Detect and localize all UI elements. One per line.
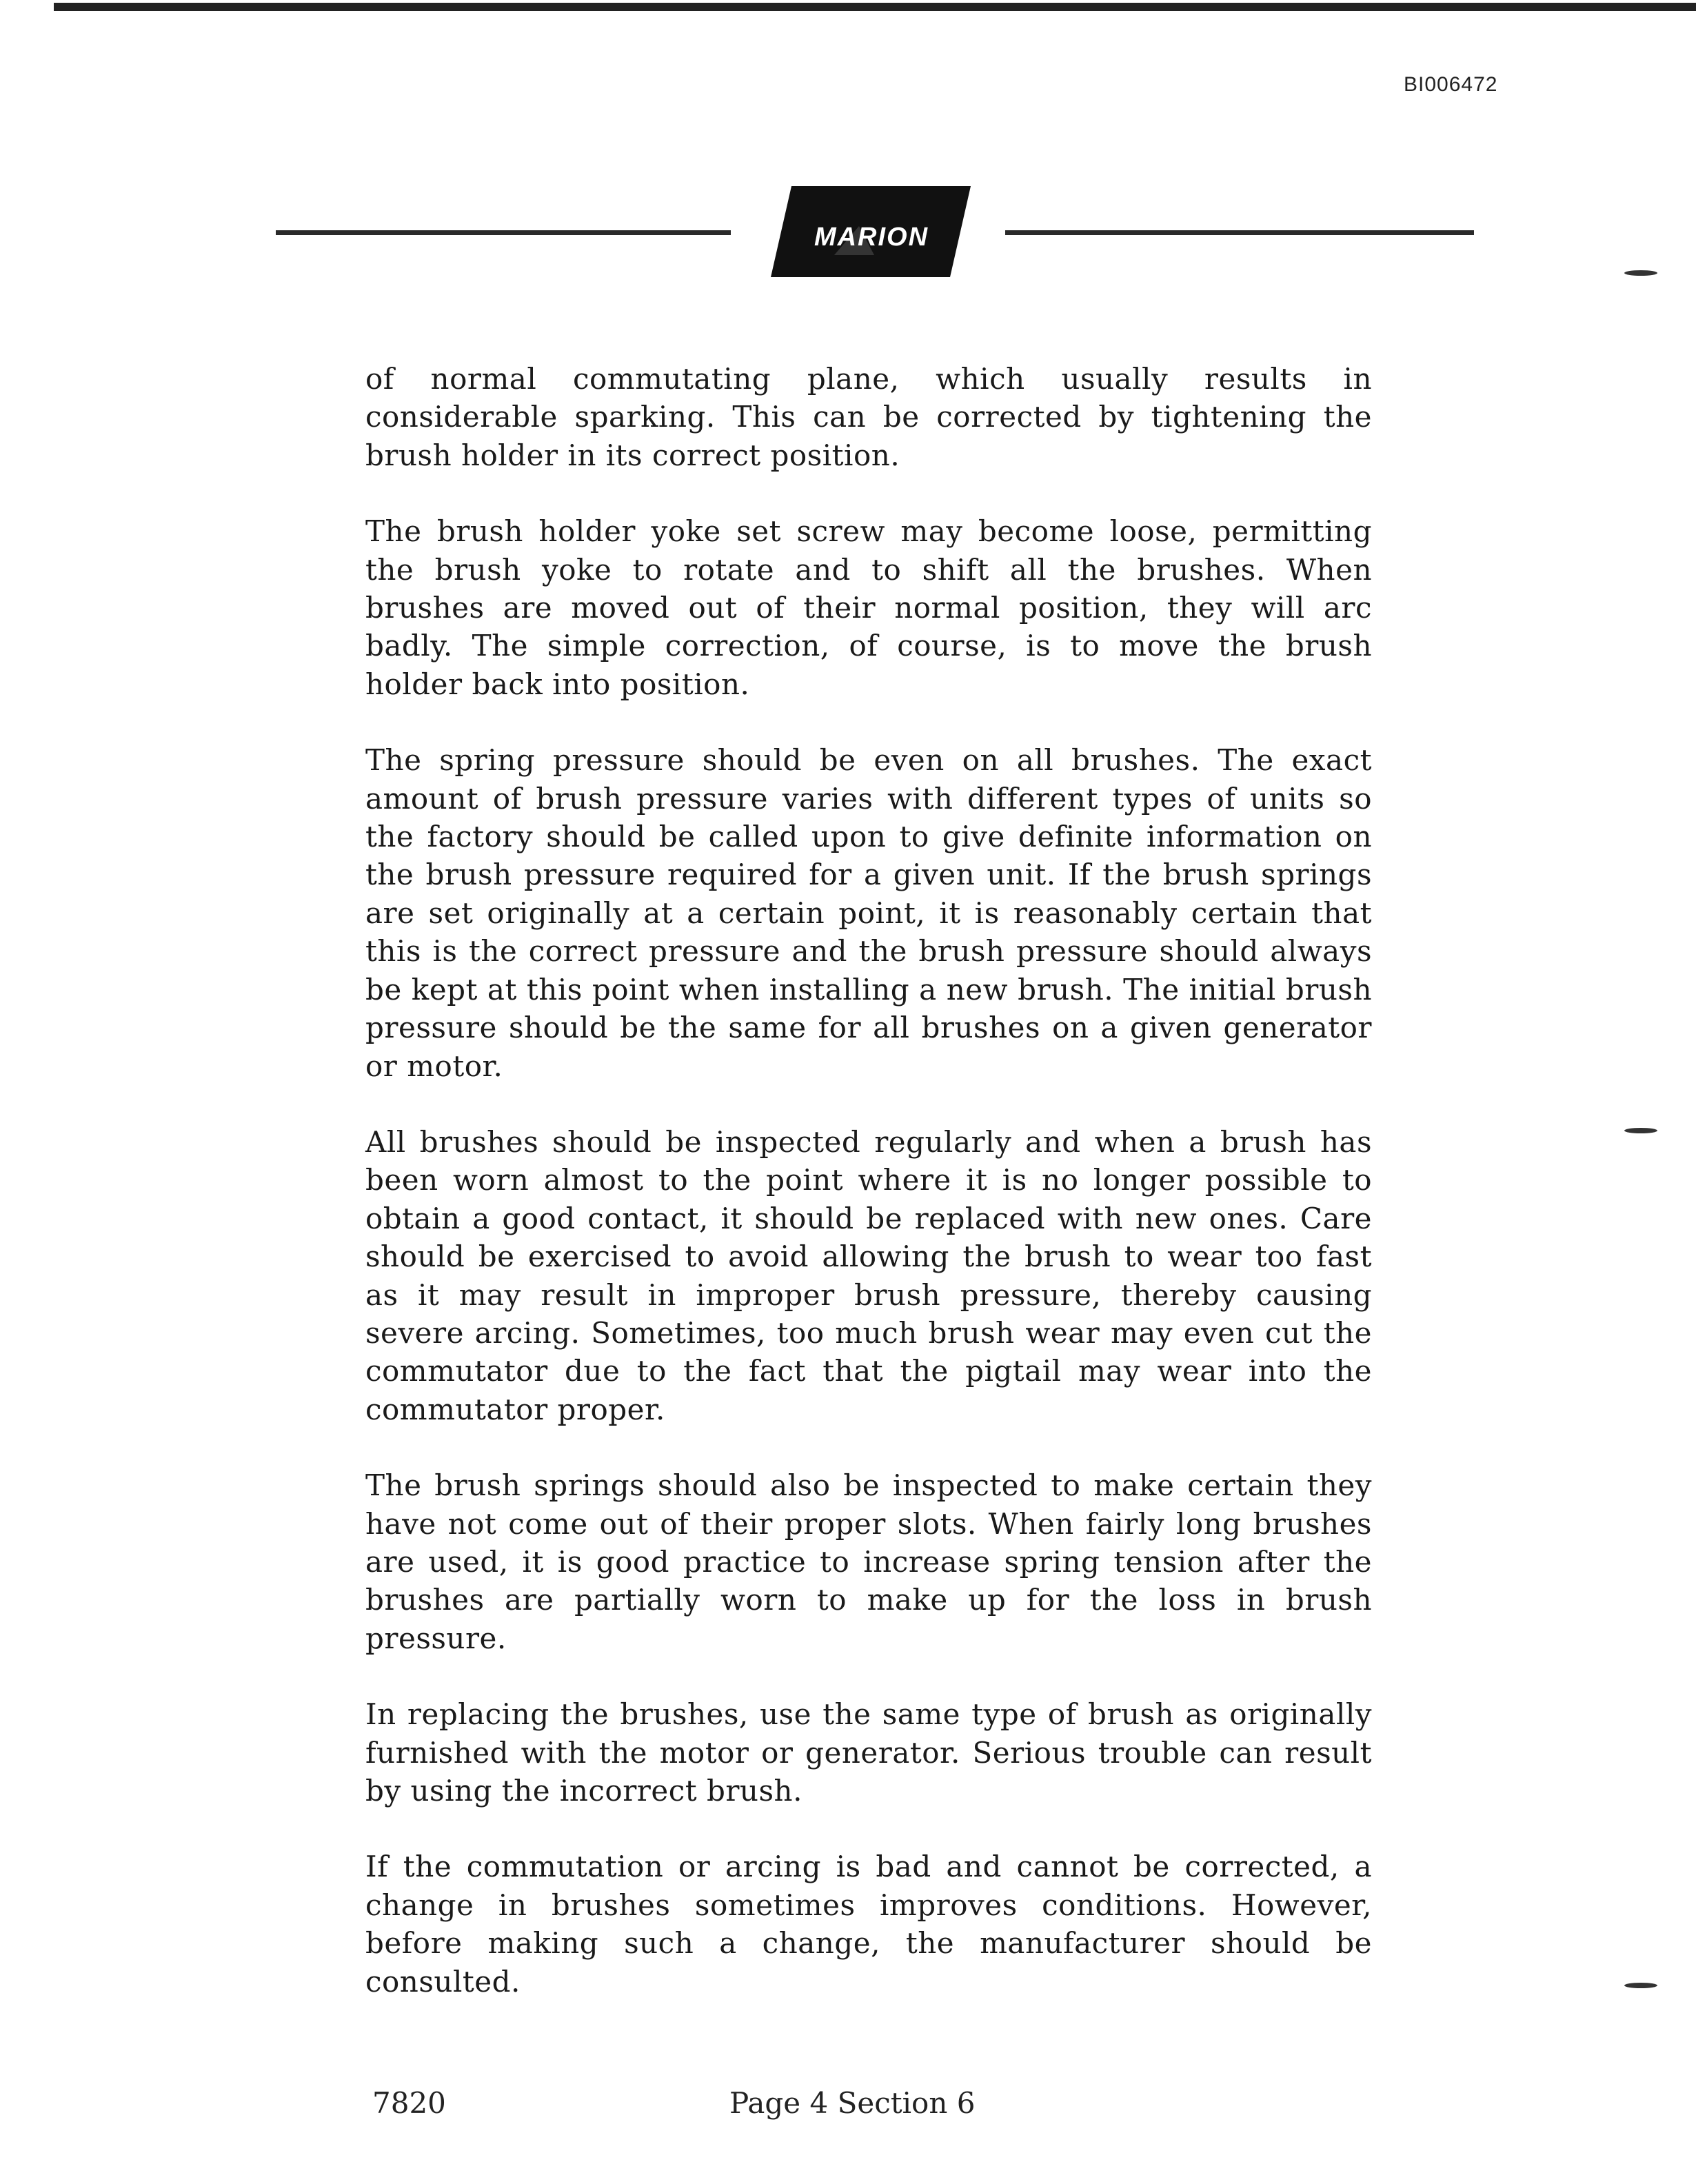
body-text	[365, 360, 1372, 2001]
margin-mark	[1624, 1983, 1657, 1988]
margin-mark	[1624, 270, 1657, 276]
header-rule-right	[1005, 230, 1474, 235]
logo-text: MARION	[814, 223, 929, 252]
paragraph: The spring pressure should be even on all brushes. The exact amount of brush pressure varies with different types of units so the factory should be called upon to give definite information on the brush pressure required for a given unit. If the brush springs are set originally at a certain point, it is reasonably certain that this is the correct pressure and the brush pressure should always be kept at this point when installing a new brush. The initial brush pressure should be the same for all brushes on a given generator or motor.	[365, 743, 1372, 1083]
paragraph: of normal commutating plane, which usually results in considerable sparking. This can be corrected by tightening the brush holder in its correct position.	[365, 362, 1372, 472]
paragraph: The brush springs should also be inspected to make certain they have not come out of their proper slots. When fairly long brushes are used, it is good practice to increase spring tension after the brushes are partially worn to make up for the loss in brush pressure.	[365, 1468, 1372, 1655]
footer-code: 7820	[372, 2086, 446, 2120]
paragraph: All brushes should be inspected regularly and when a brush has been worn almost to the point where it is no longer possible to obtain a good contact, it should be replaced with new ones. Care should be exercised to avoid allowing the brush to wear too fast as it may result in improper brush pressure, thereby causing severe arcing. Sometimes, too much brush wear may even cut the commutator due to the fact that the pigtail may wear into the commutator proper.	[365, 1124, 1372, 1426]
paragraph: The brush holder yoke set screw may become loose, permitting the brush yoke to rotate and to shift all the brushes. When brushes are moved out of their normal position, they will arc badly. The simple correction, of course, is to move the brush holder back into position.	[365, 514, 1372, 701]
marion-logo	[771, 186, 971, 277]
footer-page-number: Page 4 Section 6	[729, 2086, 976, 2120]
margin-mark	[1624, 1128, 1657, 1133]
paragraph: If the commutation or arcing is bad and cannot be corrected, a change in brushes sometimes improves conditions. However, before making such a change, the manufacturer should be consulted.	[365, 1850, 1372, 1999]
document-id: BI006472	[1404, 73, 1498, 96]
top-scan-rule	[54, 3, 1696, 11]
paragraph: In replacing the brushes, use the same type of brush as originally furnished with the motor or generator. Serious trouble can result by using the incorrect brush.	[365, 1697, 1372, 1808]
header-rule-left	[276, 230, 731, 235]
